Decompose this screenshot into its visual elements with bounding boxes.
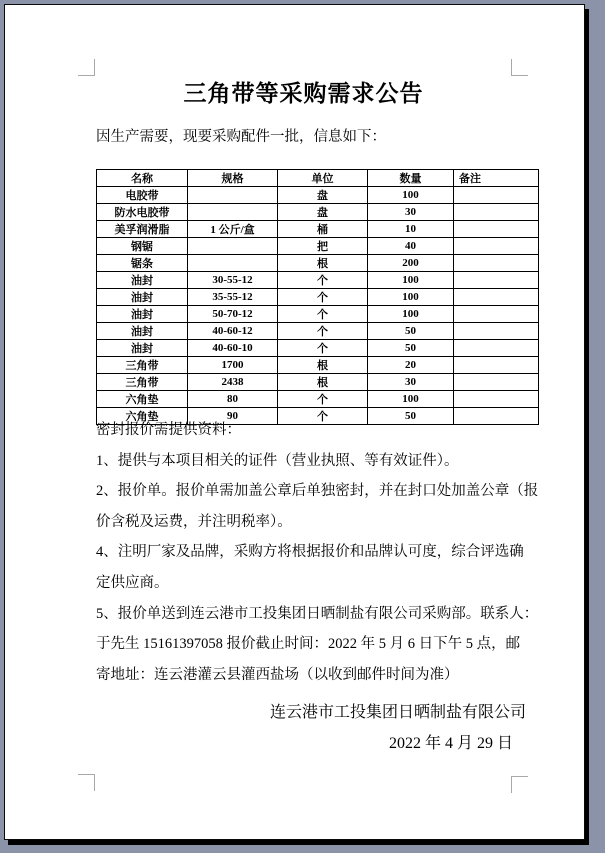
table-cell: 50-70-12 [188,306,278,323]
note-line: 5、报价单送到连云港市工投集团日晒制盐有限公司采购部。联系人： [96,605,539,622]
table-cell [454,204,539,221]
note-line: 4、注明厂家及品牌，采购方将根据报价和品牌认可度，综合评选确 [96,544,524,561]
table-cell: 油封 [97,289,188,306]
table-cell: 30-55-12 [188,272,278,289]
table-cell: 100 [368,306,454,323]
note-line: 价含税及运费，并注明税率）。 [96,513,292,530]
table-cell: 40 [368,238,454,255]
table-cell: 30 [368,374,454,391]
note-line: 密封报价需提供资料： [96,422,241,438]
table-cell [454,306,539,323]
table-cell: 200 [368,255,454,272]
table-cell: 个 [278,408,368,425]
table-row [97,340,539,357]
table-cell [454,187,539,204]
table-header-row [97,170,539,187]
table-cell: 40-60-12 [188,323,278,340]
table-cell: 35-55-12 [188,289,278,306]
table-cell: 六角垫 [97,408,188,425]
column-header: 备注 [454,170,539,187]
margin-mark-bottom-left [78,774,95,791]
table-cell: 根 [278,357,368,374]
column-header: 名称 [97,170,188,187]
table-cell: 50 [368,323,454,340]
table-cell: 把 [278,238,368,255]
table-cell [454,238,539,255]
note-line: 寄地址：连云港灌云县灌西盐场（以收到邮件时间为准） [96,666,459,683]
table-cell [188,255,278,272]
note-line: 1、提供与本项目相关的证件（营业执照、等有效证件）。 [96,452,459,469]
table-cell: 50 [368,408,454,425]
table-cell: 根 [278,255,368,272]
table-cell: 根 [278,374,368,391]
table-cell: 油封 [97,306,188,323]
margin-mark-bottom-right [511,776,528,793]
table-cell: 10 [368,221,454,238]
document-page [4,4,585,840]
note-line: 于先生 15161397058 报价截止时间：2022 年 5 月 6 日下午 5 点，邮 [96,636,521,653]
margin-mark-top-right [511,59,528,76]
table-cell: 100 [368,272,454,289]
table-cell [188,187,278,204]
table-row [97,187,539,204]
table-row [97,357,539,374]
table-cell: 2438 [188,374,278,391]
table-cell: 防水电胶带 [97,204,188,221]
table-cell: 桶 [278,221,368,238]
table-cell: 六角垫 [97,391,188,408]
table-row [97,306,539,323]
page-title: 三角带等采购需求公告 [183,81,424,106]
table-cell: 三角带 [97,374,188,391]
intro-text: 因生产需要，现要采购配件一批，信息如下： [96,129,386,145]
table-cell: 100 [368,391,454,408]
table-cell: 1700 [188,357,278,374]
table-cell: 电胶带 [97,187,188,204]
table-cell: 100 [368,289,454,306]
table-cell: 三角带 [97,357,188,374]
table-cell: 美孚润滑脂 [97,221,188,238]
table-cell: 20 [368,357,454,374]
table-row [97,374,539,391]
table-cell [454,357,539,374]
table-cell [454,272,539,289]
table-cell: 钢锯 [97,238,188,255]
table-cell: 1 公斤/盒 [188,221,278,238]
table-cell: 个 [278,391,368,408]
table-cell: 个 [278,272,368,289]
table-row [97,255,539,272]
notes-section [96,415,539,690]
table-cell: 40-60-10 [188,340,278,357]
table-cell: 80 [188,391,278,408]
table-cell: 100 [368,187,454,204]
note-line: 定供应商。 [96,574,169,591]
table-cell [454,221,539,238]
table-row [97,221,539,238]
table-cell: 50 [368,340,454,357]
table-cell [454,374,539,391]
procurement-table [96,169,539,425]
column-header: 规格 [188,170,278,187]
table-cell: 盘 [278,187,368,204]
table-row [97,289,539,306]
table-cell: 油封 [97,340,188,357]
table-cell: 个 [278,306,368,323]
table-cell [454,391,539,408]
table-cell: 油封 [97,272,188,289]
table-cell [188,238,278,255]
table-cell: 个 [278,323,368,340]
column-header: 单位 [278,170,368,187]
signature-date: 2022 年 4 月 29 日 [388,735,513,752]
signature-company: 连云港市工投集团日晒制盐有限公司 [269,704,526,721]
note-line: 2、报价单。报价单需加盖公章后单独密封，并在封口处加盖公章（报 [96,483,539,500]
table-cell: 油封 [97,323,188,340]
table-row [97,272,539,289]
table-cell [454,323,539,340]
table-cell: 30 [368,204,454,221]
column-header: 数量 [368,170,454,187]
table-cell: 盘 [278,204,368,221]
table-cell [454,289,539,306]
table-cell [454,255,539,272]
table-cell: 个 [278,340,368,357]
table-row [97,238,539,255]
table-cell [188,204,278,221]
table-cell [454,340,539,357]
table-cell: 锯条 [97,255,188,272]
table-row [97,391,539,408]
table-cell: 90 [188,408,278,425]
table-cell: 个 [278,289,368,306]
table-row [97,323,539,340]
margin-mark-top-left [78,59,95,76]
table-row [97,204,539,221]
